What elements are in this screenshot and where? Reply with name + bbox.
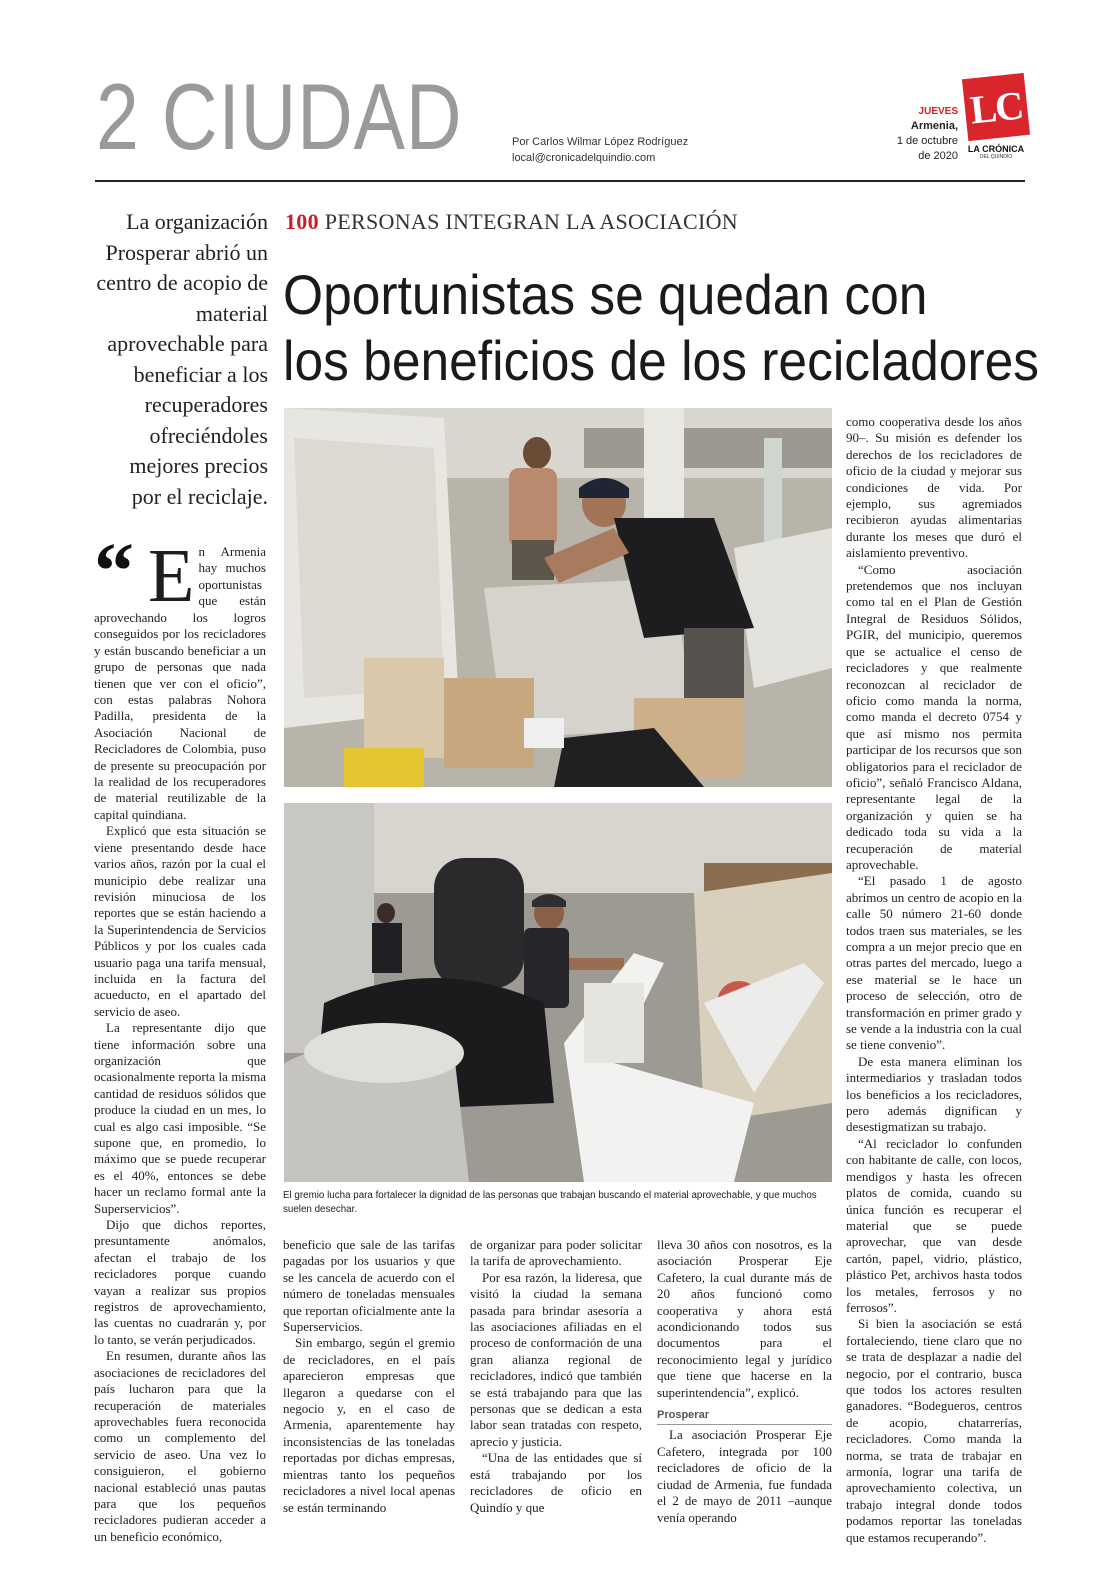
lead-summary: La organización Prosperar abrió un centro de acopio de material aprovechable para beneficiar a los recuperadores ofreciéndoles mejores precios por el reciclaje.	[96, 209, 268, 509]
column-1	[94, 528, 266, 1545]
paragraph: de organizar para poder solicitar la tarifa de aprovechamiento.	[470, 1237, 642, 1269]
paragraph: Si bien la asociación se está fortaleciendo, tiene claro que no se trata de desplazar a nadie del negocio, por el contrario, busca que todos los actores resulten ganadores. “Bodegueros, centros de acopio, chatarrerías, recicladores. Como manda la norma, se trata de trabajar en armonía, lograr una tarifa de aprovechamiento colectiva, un trabajo integral donde todos podamos reportar las toneladas que estamos recuperando”.	[846, 1316, 1022, 1545]
photo-collection-center	[284, 803, 832, 1182]
paragraph: La asociación Prosperar Eje Cafetero, integrada por 100 recicladores de oficio de la ciudad de Armenia, fue fundada el 2 de mayo de 2011 –aunque venía operando	[657, 1427, 832, 1525]
paragraph: “Como asociación pretendemos que nos incluyan como tal en el Plan de Gestión Integral de Residuos Sólidos, PGIR, del municipio, queremos que se actualice el censo de recicladores y que realmente reconozcan al reciclador de oficio como manda la norma, como manda el decreto 0754 y que así mismo nos permita participar de los recursos que son obligatorios para el reciclador de oficio”, señaló Francisco Aldana, representante legal de la organización y quien se ha dedicado toda su vida a la recuperación de material aprovechable.	[846, 561, 1022, 872]
paragraph: “Al reciclador lo confunden con habitante de calle, con locos, mendigos y hasta les ofrecen platos de comida, cuando su única función es recuperar el material que se puede aprovechar, que van desde cartón, papel, vidrio, plástico, plástico Pet, archivos hasta todos los metales, ferrosos y no ferrosos”.	[846, 1135, 1022, 1315]
paragraph: como cooperativa desde los años 90–. Su misión es defender los derechos de los recicladores de oficio de la ciudad y mejorar sus condiciones de vida. Por ejemplo, sus agremiados recibieron ayudas alimentarias durante los meses que duró el aislamiento preventivo.	[846, 414, 1022, 561]
column-4	[657, 1237, 832, 1526]
column-2	[283, 1237, 455, 1516]
dropcap-letter: E	[148, 534, 195, 618]
paragraph: n Armenia hay muchos oportunistas que están aprovechando los logros conseguidos por los recicladores y están buscando beneficiar a un grupo de personas que nada tienen que ver con el oficio”, con estas palabras Nohora Padilla, presidenta de la Asociación Nacional de Recicladores de Colombia, puso de presente su preocupación por la realidad de los recuperadores de material reutilizable de la capital quindiana.	[94, 544, 266, 822]
headline	[283, 262, 1040, 394]
subhead-prosperar: Prosperar	[657, 1407, 832, 1425]
headline-line-1: Oportunistas se quedan con	[283, 263, 928, 326]
logo-name: LA CRÓNICA	[967, 144, 1025, 154]
date-line-1: 1 de octubre	[896, 135, 958, 147]
date-day: JUEVES	[918, 106, 958, 117]
header-rule	[95, 180, 1025, 182]
opening-quote-mark: “	[94, 528, 134, 616]
paragraph: “El pasado 1 de agosto abrimos un centro de acopio en la calle 50 número 21-60 donde todos traen sus materiales, se les compra a un mejor precio que en otras partes del mercado, luego a ese material se le hace un proceso de selección, otro de transformación en primer grado y se vende a la industria con la cual se tiene convenio”.	[846, 873, 1022, 1053]
kicker-text: PERSONAS INTEGRAN LA ASOCIACIÓN	[324, 209, 738, 234]
opening-paragraph-wrap	[94, 528, 266, 823]
column-5	[846, 414, 1022, 1546]
logo-subtitle: DEL QUINDÍO	[979, 154, 1013, 160]
paragraph: lleva 30 años con nosotros, es la asociación Prosperar Eje Cafetero, la cual durante más de 20 años funcionó como cooperativa y ahora está acondicionando todos sus documentos para el reconocimiento legal y jurídico que tiene que hacerse en la superintendencia”, explicó.	[657, 1237, 832, 1400]
paragraph: Por esa razón, la lideresa, que visitó la ciudad la semana pasada para brindar asesoría a las asociaciones afiliadas en el proceso de conformación de una gran alianza regional de recicladores, indicó que también se está trabajando para que las personas que se dedican a esta labor sean tratadas con respeto, aprecio y justicia.	[470, 1269, 642, 1449]
byline-author: Por Carlos Wilmar López Rodríguez	[512, 136, 689, 148]
byline-email[interactable]: local@cronicadelquindio.com	[512, 152, 656, 164]
date-block	[860, 104, 958, 164]
section-title: 2 CIUDAD	[96, 64, 463, 169]
paragraph: La representante dijo que tiene información sobre una organización que ocasionalmente reporta la misma cantidad de residuos sólidos que produce la ciudad en un mes, lo cual es algo casi imposible. “Se supone que, en promedio, lo máximo que se puede recuperar es el 40%, entonces se debe hacer un reclamo formal ante la Superservicios”.	[94, 1020, 266, 1216]
newspaper-logo	[964, 76, 1028, 166]
logo-box	[962, 73, 1030, 141]
paragraph: “Una de las entidades que sí está trabajando por los recicladores de oficio en Quindío y que	[470, 1450, 642, 1515]
date-line-2: de 2020	[918, 150, 958, 162]
paragraph: Sin embargo, según el gremio de recicladores, en el país aparecieron empresas que llegaron a quedarse con el negocio y, en el caso de Armenia, aparentemente hay inconsistencias de las toneladas reportadas por dichas empresas, mientras tanto los pequeños recicladores a nivel local apenas se están terminando	[283, 1335, 455, 1515]
paragraph: beneficio que sale de las tarifas pagadas por los usuarios y que se les cancela de acuerdo con el número de toneladas mensuales que reportan oficialmente ante la Superservicios.	[283, 1237, 455, 1335]
photo-caption: El gremio lucha para fortalecer la dignidad de las personas que trabajan buscando el material aprovechable, y que muchos suelen desechar.	[283, 1190, 817, 1215]
kicker-number: 100	[285, 209, 319, 234]
paragraph: En resumen, durante años las asociaciones de recicladores del país lucharon para que la recuperación de materiales aprovechables fuera reconocida como un complemento del servicio de aseo. Una vez lo consiguieron, el gobierno nacional estableció unas pautas para que los pequeños recicladores pudieran acceder a un beneficio económico,	[94, 1348, 266, 1544]
paragraph: De esta manera eliminan los intermediarios y trasladan todos los beneficios a los recicladores, pero además dignifican y desestigmatizan su trabajo.	[846, 1053, 1022, 1135]
kicker	[285, 209, 738, 235]
logo-letters: LC	[967, 81, 1024, 133]
photo-recyclers-sorting	[284, 408, 832, 787]
byline	[512, 134, 688, 166]
paragraph: Dijo que dichos reportes, presuntamente anómalos, afectan el trabajo de los recicladores porque cuando vayan a realizar sus propios registros de aprovechamiento, las cuentas no cuadrarán y, por lo tanto, se verán perjudicados.	[94, 1217, 266, 1347]
column-3	[470, 1237, 642, 1516]
date-city: Armenia,	[910, 120, 958, 132]
paragraph: Explicó que esta situación se viene presentando desde hace varios años, razón por la cual el municipio debe realizar una revisión minuciosa de los reportes que se están haciendo a la Superintendencia de Servicios Públicos y por los cuales cada usuario paga una tarifa mensual, incluida en la factura del acueducto, en el apartado del servicio de aseo.	[94, 823, 266, 1019]
headline-line-2: los beneficios de los recicladores	[283, 329, 1040, 392]
